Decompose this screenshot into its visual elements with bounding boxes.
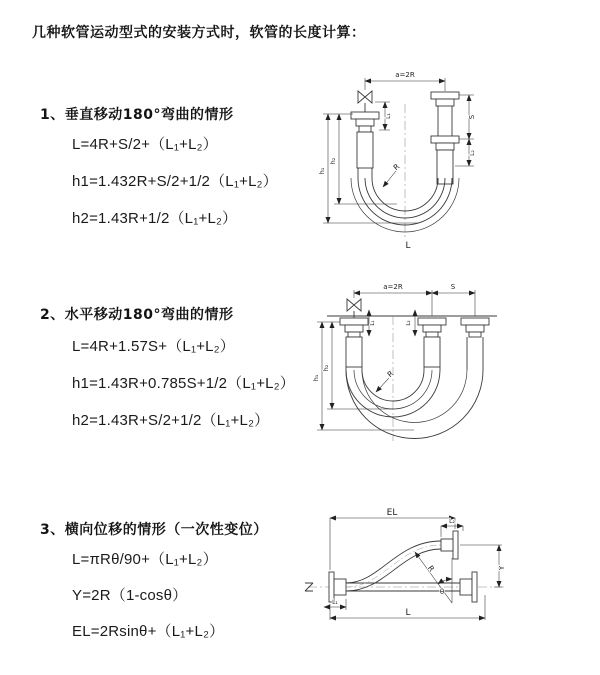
section-2-heading: 2、水平移动180°弯曲的情形 <box>40 307 234 323</box>
left-flange <box>340 318 368 367</box>
section-3-formula-EL: EL=2Rsinθ+（L₁+L₂） <box>72 623 225 640</box>
middle-flange <box>418 318 446 367</box>
angle-theta <box>438 558 452 603</box>
dim-a-label: a=2R <box>395 71 415 79</box>
dimension-s <box>432 283 475 293</box>
right-flange-upper <box>431 92 459 136</box>
valve-icon <box>358 91 372 112</box>
hose-s-curve <box>346 541 441 591</box>
radius-label: R <box>391 161 402 173</box>
right-flange-lower <box>431 136 459 184</box>
dim-s-label: S <box>450 283 456 291</box>
diagram-lateral-displacement <box>302 500 592 665</box>
section-1-formula-h2: h2=1.43R+1/2（L₁+L₂） <box>72 210 238 227</box>
section-1-formula-L: L=4R+S/2+（L₁+L₂） <box>72 136 218 153</box>
dimension-l <box>330 595 485 620</box>
dim-l2-label: L₂ <box>469 150 476 156</box>
dimension-l1 <box>369 310 376 336</box>
section-2-formula-L: L=4R+1.57S+（L₁+L₂） <box>72 338 235 355</box>
hose-u-bends <box>346 337 483 439</box>
dim-h1-label: h₁ <box>312 374 320 382</box>
dim-a-label: a=2R <box>383 283 403 291</box>
right-flange-displaced <box>461 318 489 337</box>
dim-l1-label: L₁ <box>332 599 338 606</box>
dim-l2-label: L₂ <box>449 518 455 525</box>
dim-h2-label: h₂ <box>329 157 337 165</box>
dimension-a-2R <box>365 71 445 91</box>
valve-icon <box>347 299 361 318</box>
dimension-l1 <box>324 599 346 610</box>
dimension-h1 <box>312 322 414 430</box>
section-2-formula-h1: h1=1.43R+0.785S+1/2（L₁+L₂） <box>72 375 295 392</box>
section-1-formula-h1: h1=1.432R+S/2+1/2（L₁+L₂） <box>72 173 278 190</box>
left-flange <box>329 572 346 602</box>
dim-el-label: EL <box>386 508 398 518</box>
dim-s-label: S <box>468 114 476 120</box>
dimension-el <box>330 508 455 570</box>
radius-leader <box>376 369 395 392</box>
angle-theta-label: θ <box>439 588 445 596</box>
diagram-vertical-180-bend <box>297 66 529 258</box>
upper-flange-displaced <box>441 531 458 559</box>
diagram-horizontal-180-bend <box>297 278 541 464</box>
dim-l1-label: L₁ <box>370 320 376 326</box>
radius-leader <box>415 552 452 603</box>
section-3-formula-L: L=πRθ/90+（L₁+L₂） <box>72 551 218 568</box>
left-flange <box>351 112 379 168</box>
length-label: L <box>405 241 411 251</box>
dim-l2-label: L₂ <box>406 320 412 326</box>
section-3-heading: 3、横向位移的情形（一次性变位） <box>40 522 268 538</box>
radius-label: R <box>385 368 396 380</box>
section-2-formula-h2: h2=1.43R+S/2+1/2（L₁+L₂） <box>72 412 270 429</box>
radius-label: R <box>425 563 437 574</box>
dim-l1-label: L₁ <box>385 113 392 119</box>
dim-y-label: Y <box>498 565 506 571</box>
dimension-l2 <box>406 310 415 336</box>
dimension-l2 <box>441 518 463 537</box>
section-3-formula-Y: Y=2R（1-cosθ） <box>72 587 188 604</box>
dimension-a-2R <box>354 283 475 316</box>
dimension-l2 <box>469 139 476 166</box>
dim-h2-label: h₂ <box>322 364 330 372</box>
section-1-heading: 1、垂直移动180°弯曲的情形 <box>40 107 234 123</box>
radius-leader <box>383 162 401 187</box>
dim-l-label: L <box>405 608 411 618</box>
dim-h1-label: h₁ <box>318 167 326 175</box>
page-title: 几种软管运动型式的安装方式时，软管的长度计算： <box>32 25 366 41</box>
